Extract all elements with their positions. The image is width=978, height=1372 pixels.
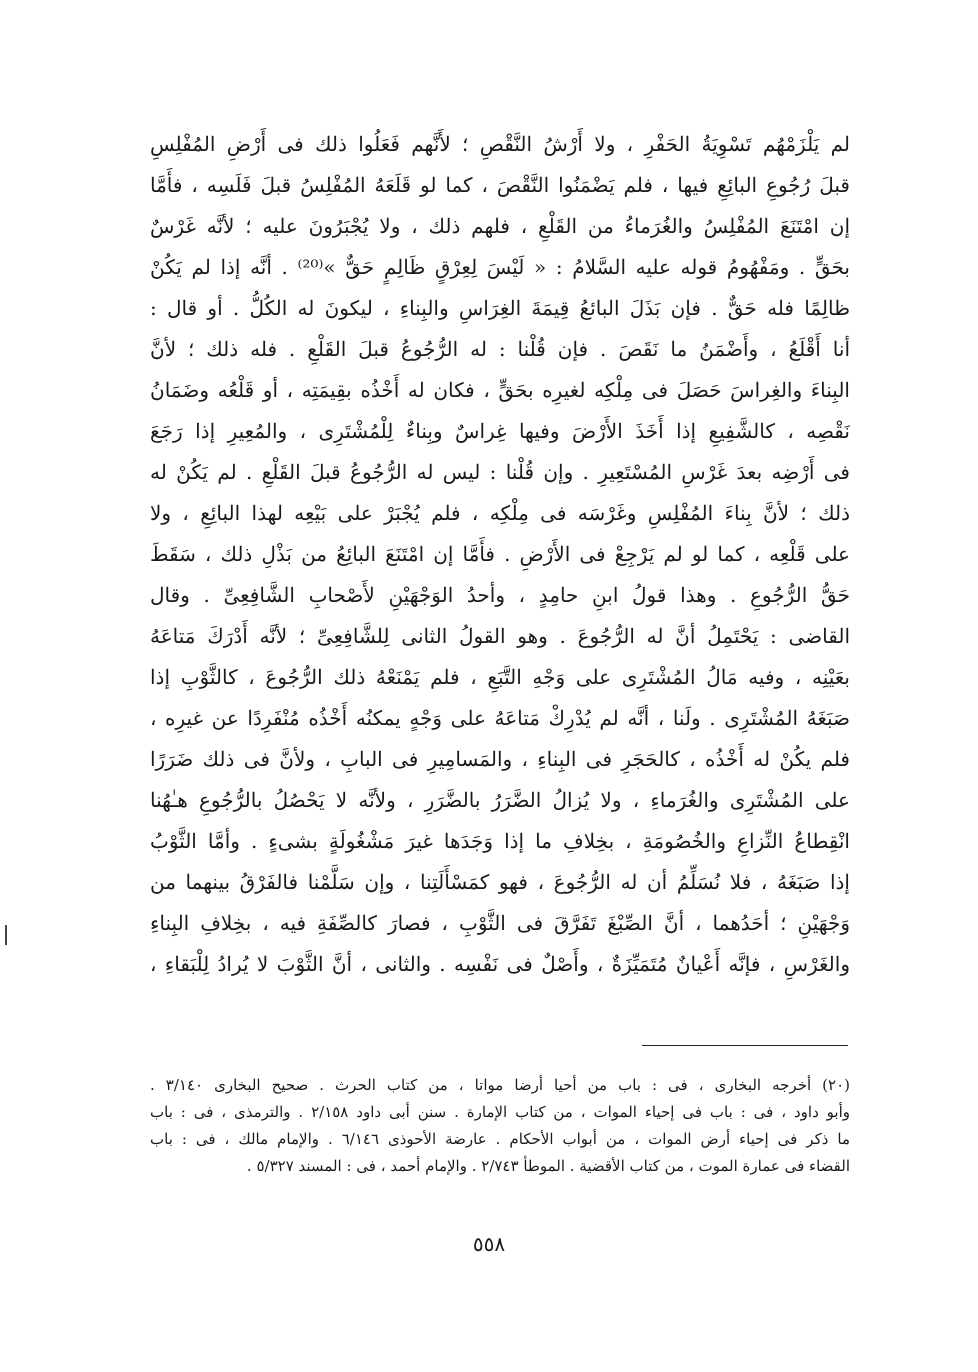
text-line: وَجْهَيْنِ ؛ أحَدُهما ، أنَّ الصِّبْغَ تَفَرَّقَ فى الثَّوْبِ ، فصارَ كالصِّفَةِ فيه ، بخِلافِ البِناءِ (150, 911, 850, 935)
text-line: انْقِطاعُ النِّزاعِ والخُصُومَةِ ، بخِلافِ ما إذا وَجَدَها غيرَ مَشْغُولَةٍ بشىءٍ . وأمَّا الثَّوْبُ (150, 829, 850, 853)
text-line: صَبَغَهُ المُشْتَرِى . ولَنا ، أنَّه لم يُدْرِكْ مَتاعَهُ على وَجْهٍ يمكنُه أَخْذُه مُنْفَرِدًا عن غيرِه ، (150, 706, 850, 730)
text-line: أنا أَقْلَعُ ، وأَضْمَنُ ما نَقَصَ . فإن قُلْنا : له الرُّجُوعُ قبلَ القَلْعِ . فله ذلك ؛ لأنَّ (150, 337, 850, 361)
text-line: ظالِمًا فله حَقٌّ . فإن بَذَلَ البائعُ قِيمَةَ الغِرَاسِ والبِناءِ ، ليكونَ له الكُلُّ . أو قال : (150, 296, 850, 320)
text-line: والغَرْسِ ، فإنَّه أَعْيانٌ مُتَمَيِّزَةٌ ، وأَصْلٌ فى نَفْسِه . والثانى ، أنَّ الثَّوْبَ لا يُرادُ لِلْبَقاءِ ، (150, 952, 850, 976)
footnote-line: وأبو داود ، فى : باب فى إحياء الموات ، من كتاب الإمارة . سنن أبى داود ٢/١٥٨ . والترمذى ، فى : باب (150, 1103, 850, 1121)
text-line: بحَقٍّ . ومَفْهُومُ قوله عليه السَّلامُ : « لَيْسَ لِعِرْقٍ ظَالِمٍ حَقٌّ »⁽²⁰⁾ . أنَّه إذا لم يَكُنْ (150, 255, 850, 279)
text-line: إذا صَبَغَهُ ، فلا نُسَلِّمُ أن له الرُّجُوعَ ، فهو كمَسْأَلَتِنا ، وإن سَلَّمْنا فالفَرْقُ بينهما من (150, 870, 850, 894)
text-line: على قَلْعِه ، كما لو لم يَرْجِعْ فى الأَرْضِ . فأَمَّا إن امْتَنَعَ البائِعُ من بَذْلِ ذلك ، سَقَطَ (150, 542, 850, 566)
text-line: قبلَ رُجُوعِ البائِعِ فيها ، فلم يَضْمَنُوا النَّقْصَ ، كما لو قَلَعَهُ المُفْلِسُ قبلَ فَلَسِه ، فأَمَّا (150, 173, 850, 197)
main-text (150, 124, 850, 985)
footnote-separator (642, 1045, 848, 1046)
page-number: ٥٥٨ (472, 1232, 506, 1256)
text-line: القاضى : يَحْتَمِلُ أنَّ له الرُّجُوعَ . وهو القولُ الثانى لِلشَّافِعِىِّ ؛ لأنَّه أَدْرَكَ مَتاعَهُ (150, 624, 850, 648)
footnotes (150, 1072, 850, 1180)
footnote-line: ما ذكر فى إحياء أرض الموات ، من أبواب الأحكام . عارضة الأحوذى ٦/١٤٦ . والإمام مالك ، فى : باب (150, 1130, 850, 1148)
text-line: على المُشْتَرِى والغُرَماءِ ، ولا يُزالُ الضَّرَرُ بالضَّرَرِ ، ولأنَّه لا يَحْصُلُ بالرُّجُوعِ هـٰهُنا (150, 788, 850, 812)
footnote-line: (٢٠) أخرجه البخارى ، فى : باب من أحيا أرضا مواتا ، من كتاب الحرث . صحيح البخارى ٣/١٤٠ . (150, 1076, 850, 1094)
text-line: نَقْصِه ، كالشَّفِيعِ إذا أَخَذَ الأَرْضَ وفيها غِراسٌ وبِناءٌ لِلْمُشْتَرِى ، والمُعِيرِ إذا رَجَعَ (150, 419, 850, 443)
text-line: لم يَلْزَمْهُم تَسْوِيَةُ الحَفْرِ ، ولا أَرْشُ النَّقْصِ ؛ لأَنَّهم فَعَلُوا ذلك فى أَرْضِ المُفْلِسِ (150, 132, 850, 156)
text-line: ذلك ؛ لأنَّ بِناءَ المُفْلِسِ وغَرْسَه فى مِلْكِه ، فلم يُجْبَرْ على بَيْعِه لهذا البائِعِ ، ولا (150, 501, 850, 525)
text-line: حَقُّ الرُّجُوعِ . وهذا قولُ ابنِ حامِدٍ ، وأحدُ الوَجْهَيْنِ لأَصْحابِ الشَّافِعِىِّ . وقال (150, 583, 850, 607)
text-line: بعَيْنِه ، وفيه مَالُ المُشْتَرِى على وَجْهِ التَّبَعِ ، فلم يَمْنَعْهُ ذلك الرُّجُوعَ ، كالثَّوْبِ إذا (150, 665, 850, 689)
text-line: البِناءَ والغِراسَ حَصَلَ فى مِلْكِه لغيرِه بحَقٍّ ، فكان له أَخْذُه بقِيمَتِه ، أو قَلْعُه وضَمَانُ (150, 378, 850, 402)
footnote-line: القضاء فى عمارة الموت ، من كتاب الأقضية . الموطأ ٢/٧٤٣ . والإمام أحمد ، فى : المسند ٥/٣٢٧ . (246, 1157, 850, 1175)
margin-mark (5, 925, 7, 945)
text-line: فلم يكُنْ له أَخْذُه ، كالحَجَرِ فى البِناءِ ، والمَسامِيرِ فى البابِ ، ولأنَّ فى ذلك ضَرَرًا (150, 747, 850, 771)
text-line: فى أَرْضِه بعدَ غَرْسِ المُسْتَعِيرِ . وإن قُلْنا : ليس له الرُّجُوعُ قبلَ القَلْعِ . لم يَكُنْ له (150, 460, 850, 484)
text-line: إن امْتَنَعَ المُفْلِسُ والغُرَماءُ من القَلْعِ ، فلهم ذلك ، ولا يُجْبَرُونَ عليه ؛ لأنَّه غَرْسٌ (150, 214, 850, 238)
